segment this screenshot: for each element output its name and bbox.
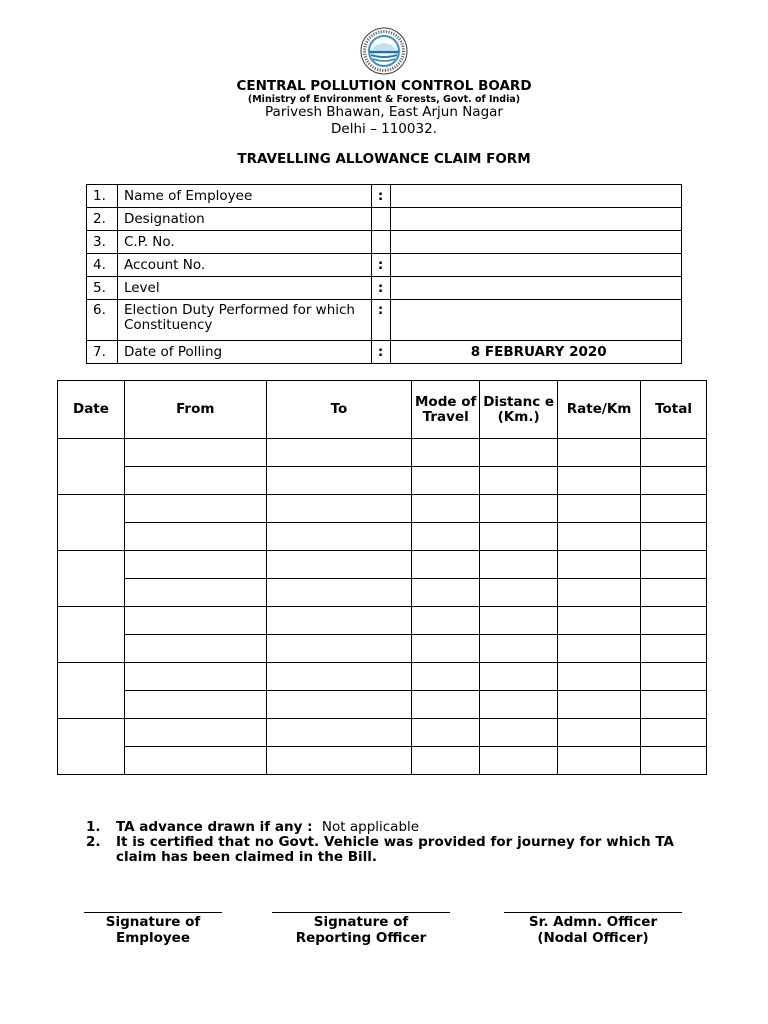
- distance-cell[interactable]: [480, 551, 558, 579]
- note-value: Not applicable: [321, 819, 420, 835]
- travel-entry-row: [58, 719, 707, 747]
- to-cell[interactable]: [266, 747, 412, 775]
- mode-cell[interactable]: [412, 663, 480, 691]
- travel-entry-row: [58, 635, 707, 663]
- from-cell[interactable]: [124, 607, 266, 635]
- distance-cell[interactable]: [480, 663, 558, 691]
- travel-entry-row: [58, 747, 707, 775]
- from-cell[interactable]: [124, 439, 266, 467]
- to-cell[interactable]: [266, 579, 412, 607]
- signature-line: [504, 912, 682, 913]
- signature-label-line2: (Nodal Officer): [537, 930, 649, 946]
- info-row-designation: [87, 208, 682, 231]
- info-row-account-no: [87, 254, 682, 277]
- travel-header-row: [58, 381, 707, 439]
- distance-cell[interactable]: [480, 691, 558, 719]
- field-label: Name of Employee: [117, 185, 371, 208]
- field-label: Election Duty Performed for which Constituency: [117, 300, 371, 341]
- header-from: From: [124, 381, 266, 439]
- info-row-polling-date: [87, 341, 682, 364]
- to-cell[interactable]: [266, 523, 412, 551]
- date-cell[interactable]: [58, 663, 125, 719]
- info-row-employee-name: [87, 185, 682, 208]
- mode-cell[interactable]: [412, 607, 480, 635]
- colon: :: [371, 185, 390, 208]
- mode-cell[interactable]: [412, 551, 480, 579]
- note-certification: [86, 835, 674, 865]
- total-cell[interactable]: [641, 691, 707, 719]
- from-cell[interactable]: [124, 467, 266, 495]
- from-cell[interactable]: [124, 691, 266, 719]
- to-cell[interactable]: [266, 495, 412, 523]
- field-label: Designation: [117, 208, 371, 231]
- rate-cell[interactable]: [558, 551, 641, 579]
- to-cell[interactable]: [266, 635, 412, 663]
- rate-cell[interactable]: [558, 467, 641, 495]
- info-row-level: [87, 277, 682, 300]
- signature-line: [272, 912, 450, 913]
- note-text: It is certified that no Govt. Vehicle was provided for journey for which TA claim has been claimed in the Bill.: [116, 834, 674, 865]
- distance-cell[interactable]: [480, 467, 558, 495]
- date-cell[interactable]: [58, 495, 125, 551]
- colon: [371, 208, 390, 231]
- from-cell[interactable]: [124, 579, 266, 607]
- employee-name-field[interactable]: [390, 185, 682, 208]
- total-cell[interactable]: [641, 579, 707, 607]
- organization-name: CENTRAL POLLUTION CONTROL BOARD: [236, 78, 532, 94]
- total-cell[interactable]: [641, 439, 707, 467]
- signature-label-line1: Sr. Admn. Officer: [528, 914, 658, 930]
- travel-entry-row: [58, 523, 707, 551]
- signature-label-line2: Employee: [116, 930, 190, 946]
- rate-cell[interactable]: [558, 495, 641, 523]
- colon: :: [371, 341, 390, 364]
- polling-date-value: 8 FEBRUARY 2020: [390, 341, 682, 364]
- account-no-field[interactable]: [390, 254, 682, 277]
- row-number: 2.: [87, 208, 118, 231]
- date-cell[interactable]: [58, 439, 125, 495]
- mode-cell[interactable]: [412, 579, 480, 607]
- header-mode-of-travel: Mode of Travel: [412, 381, 480, 439]
- colon: :: [371, 277, 390, 300]
- signature-label-line2: Reporting Officer: [295, 930, 427, 946]
- date-cell[interactable]: [58, 607, 125, 663]
- to-cell[interactable]: [266, 719, 412, 747]
- header-date: Date: [58, 381, 125, 439]
- cp-no-field[interactable]: [390, 231, 682, 254]
- note-number: 2.: [86, 834, 101, 850]
- distance-cell[interactable]: [480, 719, 558, 747]
- ministry-subtitle: (Ministry of Environment & Forests, Govt. of India): [247, 94, 521, 105]
- note-label: TA advance drawn if any :: [116, 819, 313, 835]
- notes-section: [86, 820, 674, 865]
- distance-cell[interactable]: [480, 579, 558, 607]
- signature-line: [84, 912, 222, 913]
- distance-cell[interactable]: [480, 635, 558, 663]
- note-ta-advance: [86, 820, 674, 835]
- total-cell[interactable]: [641, 467, 707, 495]
- rate-cell[interactable]: [558, 663, 641, 691]
- header-to: To: [266, 381, 412, 439]
- rate-cell[interactable]: [558, 579, 641, 607]
- travel-entry-row: [58, 439, 707, 467]
- field-label: C.P. No.: [117, 231, 371, 254]
- signature-label-line1: Signature of: [105, 914, 201, 930]
- field-label: Account No.: [117, 254, 371, 277]
- rate-cell[interactable]: [558, 747, 641, 775]
- to-cell[interactable]: [266, 551, 412, 579]
- header-distance: Distanc e (Km.): [480, 381, 558, 439]
- mode-cell[interactable]: [412, 635, 480, 663]
- date-cell[interactable]: [58, 551, 125, 607]
- from-cell[interactable]: [124, 663, 266, 691]
- total-cell[interactable]: [641, 747, 707, 775]
- total-cell[interactable]: [641, 551, 707, 579]
- colon: :: [371, 254, 390, 277]
- mode-cell[interactable]: [412, 691, 480, 719]
- row-number: 7.: [87, 341, 118, 364]
- rate-cell[interactable]: [558, 523, 641, 551]
- distance-cell[interactable]: [480, 747, 558, 775]
- employee-info-table: [86, 184, 682, 364]
- from-cell[interactable]: [124, 551, 266, 579]
- from-cell[interactable]: [124, 747, 266, 775]
- header-rate-per-km: Rate/Km: [558, 381, 641, 439]
- from-cell[interactable]: [124, 719, 266, 747]
- from-cell[interactable]: [124, 495, 266, 523]
- row-number: 1.: [87, 185, 118, 208]
- mode-cell[interactable]: [412, 495, 480, 523]
- travel-table-body: [58, 439, 707, 775]
- row-number: 6.: [87, 300, 118, 341]
- travel-entry-row: [58, 691, 707, 719]
- travel-entry-row: [58, 663, 707, 691]
- designation-field[interactable]: [390, 208, 682, 231]
- signature-employee: [84, 912, 222, 946]
- travel-entry-row: [58, 607, 707, 635]
- distance-cell[interactable]: [480, 439, 558, 467]
- signature-nodal-officer: [504, 912, 682, 946]
- to-cell[interactable]: [266, 439, 412, 467]
- to-cell[interactable]: [266, 467, 412, 495]
- header-total: Total: [641, 381, 707, 439]
- travel-details-table: [57, 380, 707, 775]
- field-label: Level: [117, 277, 371, 300]
- from-cell[interactable]: [124, 523, 266, 551]
- travel-entry-row: [58, 579, 707, 607]
- cpcb-logo: [356, 26, 412, 76]
- mode-cell[interactable]: [412, 523, 480, 551]
- rate-cell[interactable]: [558, 719, 641, 747]
- row-number: 3.: [87, 231, 118, 254]
- total-cell[interactable]: [641, 523, 707, 551]
- address-line-1: Parivesh Bhawan, East Arjun Nagar: [265, 104, 503, 120]
- level-field[interactable]: [390, 277, 682, 300]
- signature-reporting-officer: [272, 912, 450, 946]
- total-cell[interactable]: [641, 635, 707, 663]
- colon: :: [371, 300, 390, 341]
- field-label: Date of Polling: [117, 341, 371, 364]
- travel-entry-row: [58, 467, 707, 495]
- mode-cell[interactable]: [412, 719, 480, 747]
- rate-cell[interactable]: [558, 607, 641, 635]
- travel-entry-row: [58, 495, 707, 523]
- info-row-cp-no: [87, 231, 682, 254]
- address-line-2: Delhi – 110032.: [331, 121, 437, 137]
- total-cell[interactable]: [641, 663, 707, 691]
- distance-cell[interactable]: [480, 607, 558, 635]
- rate-cell[interactable]: [558, 439, 641, 467]
- rate-cell[interactable]: [558, 635, 641, 663]
- constituency-field[interactable]: [390, 300, 682, 341]
- total-cell[interactable]: [641, 719, 707, 747]
- total-cell[interactable]: [641, 607, 707, 635]
- signature-label-line1: Signature of: [313, 914, 409, 930]
- distance-cell[interactable]: [480, 495, 558, 523]
- mode-cell[interactable]: [412, 747, 480, 775]
- rate-cell[interactable]: [558, 691, 641, 719]
- total-cell[interactable]: [641, 495, 707, 523]
- to-cell[interactable]: [266, 607, 412, 635]
- colon: [371, 231, 390, 254]
- from-cell[interactable]: [124, 635, 266, 663]
- info-row-constituency: [87, 300, 682, 341]
- distance-cell[interactable]: [480, 523, 558, 551]
- to-cell[interactable]: [266, 663, 412, 691]
- date-cell[interactable]: [58, 719, 125, 775]
- mode-cell[interactable]: [412, 467, 480, 495]
- row-number: 4.: [87, 254, 118, 277]
- row-number: 5.: [87, 277, 118, 300]
- mode-cell[interactable]: [412, 439, 480, 467]
- travel-entry-row: [58, 551, 707, 579]
- note-number: 1.: [86, 819, 101, 835]
- form-title: TRAVELLING ALLOWANCE CLAIM FORM: [237, 151, 531, 167]
- to-cell[interactable]: [266, 691, 412, 719]
